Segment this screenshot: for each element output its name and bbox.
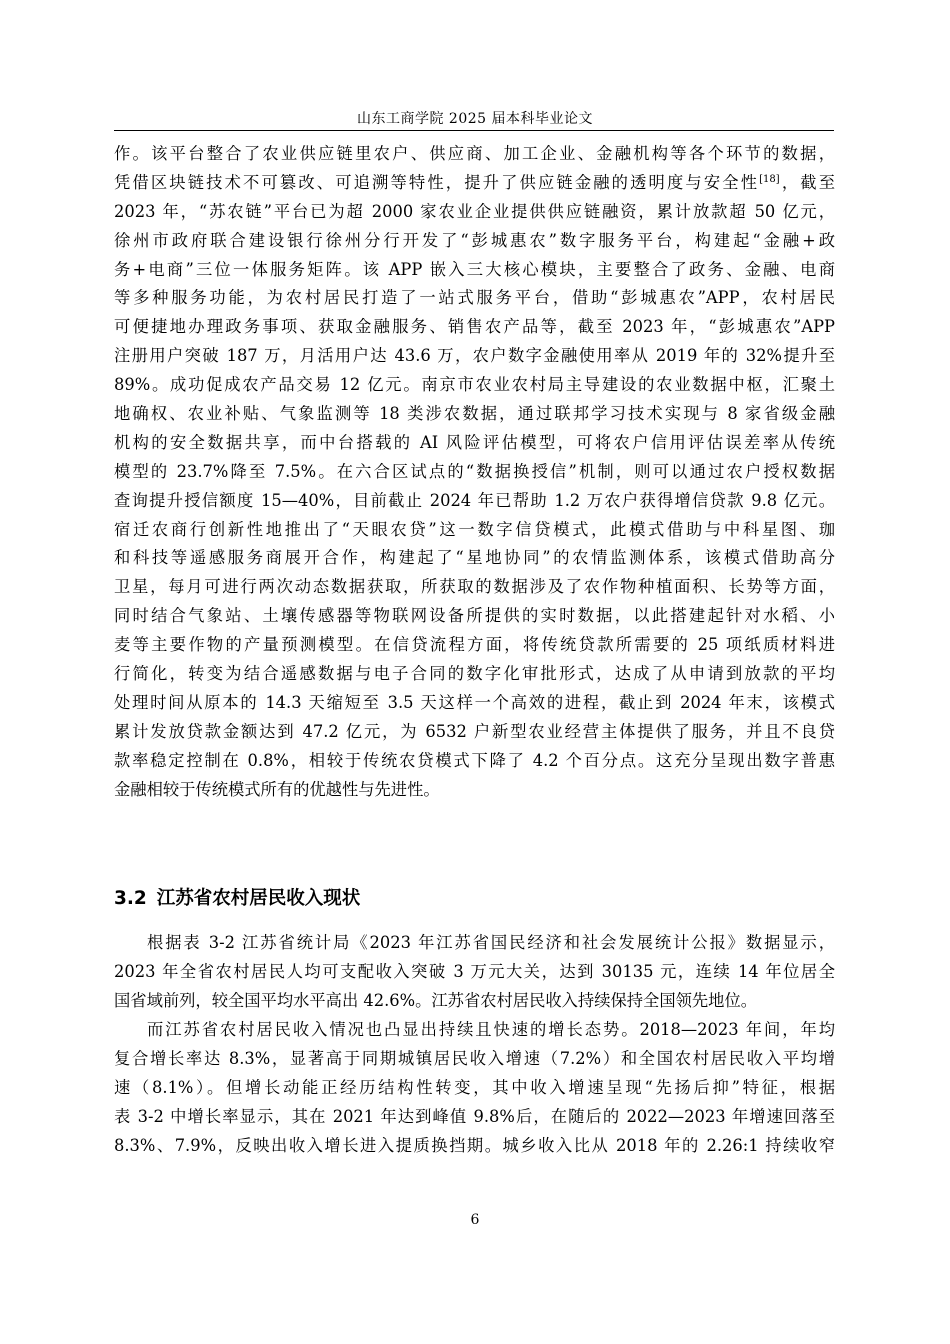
text-line: 累计发放贷款金额达到 47.2 亿元，为 6532 户新型农业经营主体提供了服务，并且不良贷: [114, 721, 835, 741]
text-line: 金融相较于传统模式所有的优越性与先进性。: [114, 779, 440, 799]
text-line: 处理时间从原本的 14.3 天缩短至 3.5 天这样一个高效的进程，截止到 2024 年末，该模式: [114, 692, 835, 712]
text-line: 机构的安全数据共享，而中台搭载的 AI 风险评估模型，可将农户信用评估误差率从传统: [114, 432, 835, 452]
header-rule: [114, 130, 834, 131]
text-line: 务+电商”三位一体服务矩阵。该 APP 嵌入三大核心模块，主要整合了政务、金融、电商: [114, 259, 835, 279]
text-line: 表 3-2 中增长率显示，其在 2021 年达到峰值 9.8%后，在随后的 2022—2023 年增速回落至: [114, 1106, 835, 1126]
text-line: 模型的 23.7%降至 7.5%。在六合区试点的“数据换授信”机制，则可以通过农户授权数据: [114, 461, 835, 481]
text-line: 地确权、农业补贴、气象监测等 18 类涉农数据，通过联邦学习技术实现与 8 家省级金融: [114, 404, 835, 424]
running-header: 山东工商学院 2025 届本科毕业论文: [356, 111, 594, 127]
text-line: 作。该平台整合了农业供应链里农户、供应商、加工企业、金融机构等各个环节的数据，: [114, 144, 835, 163]
text-line: 国省域前列，较全国平均水平高出 42.6%。江苏省农村居民收入持续保持全国领先地位。: [114, 990, 758, 1010]
text-line: 和科技等遥感服务商展开合作，构建起了“星地协同”的农情监测体系，该模式借助高分: [114, 548, 835, 568]
text-line: 麦等主要作物的产量预测模型。在信贷流程方面，将传统贷款所需要的 25 项纸质材料进: [114, 635, 835, 655]
text-line: 款率稳定控制在 0.8%，相较于传统农贷模式下降了 4.2 个百分点。这充分呈现出数字普惠: [114, 750, 835, 770]
body-paragraph-3: [114, 1016, 835, 1160]
text-line: 行简化，转变为结合遥感数据与电子合同的数字化审批形式，达成了从申请到放款的平均: [114, 664, 835, 684]
text-line: 复合增长率达 8.3%，显著高于同期城镇居民收入增速（7.2%）和全国农村居民收入平均增: [114, 1048, 835, 1068]
section-title: 江苏省农村居民收入现状: [156, 888, 361, 909]
text-line: 速（8.1%）。但增长动能正经历结构性转变，其中收入增速呈现“先扬后抑”特征，根据: [114, 1077, 835, 1097]
text-line: 同时结合气象站、土壤传感器等物联网设备所提供的实时数据，以此搭建起针对水稻、小: [114, 606, 835, 626]
text-line: 2023 年全省农村居民人均可支配收入突破 3 万元大关，达到 30135 元，连续 14 年位居全: [114, 961, 835, 981]
page-number: 6: [470, 1212, 480, 1228]
section-number: 3.2: [114, 888, 147, 909]
text-line: 可便捷地办理政务事项、获取金融服务、销售农产品等，截至 2023 年，“彭城惠农”APP: [114, 317, 835, 337]
body-paragraph-2: [114, 929, 835, 1016]
text-line: 根据表 3-2 江苏省统计局《2023 年江苏省国民经济和社会发展统计公报》数据显示，: [147, 933, 835, 952]
text-line: 2023 年，“苏农链”平台已为超 2000 家农业企业提供供应链融资，累计放款超 50 亿元，: [114, 201, 835, 221]
text-line: 宿迁农商行创新性地推出了“天眼农贷”这一数字信贷模式，此模式借助与中科星图、珈: [114, 519, 835, 539]
text-line: 徐州市政府联合建设银行徐州分行开发了“彭城惠农”数字服务平台，构建起“金融+政: [114, 230, 835, 250]
text-line: 89%。成功促成农产品交易 12 亿元。南京市农业农村局主导建设的农业数据中枢，汇聚土: [114, 375, 835, 395]
text-line: 卫星，每月可进行两次动态数据获取，所获取的数据涉及了农作物种植面积、长势等方面，: [114, 577, 835, 597]
text-line: 8.3%、7.9%，反映出收入增长进入提质换挡期。城乡收入比从 2018 年的 2.26:1 持续收窄: [114, 1135, 835, 1155]
text-line: 而江苏省农村居民收入情况也凸显出持续且快速的增长态势。2018—2023 年间，年均: [147, 1020, 835, 1039]
text-line: 查询提升授信额度 15—40%，目前截止 2024 年已帮助 1.2 万农户获得增信贷款 9.8 亿元。: [114, 490, 835, 510]
text-line: 凭借区块链技术不可篡改、可追溯等特性，提升了供应链金融的透明度与安全性[18]，截至: [114, 172, 835, 192]
text-line: 注册用户突破 187 万，月活用户达 43.6 万，农户数字金融使用率从 2019 年的 32%提升至: [114, 346, 835, 366]
citation-18: [18]: [759, 173, 780, 185]
body-paragraph-1: [114, 140, 835, 804]
text-line: 等多种服务功能，为农村居民打造了一站式服务平台，借助“彭城惠农”APP，农村居民: [114, 288, 835, 308]
section-heading: [114, 883, 360, 915]
